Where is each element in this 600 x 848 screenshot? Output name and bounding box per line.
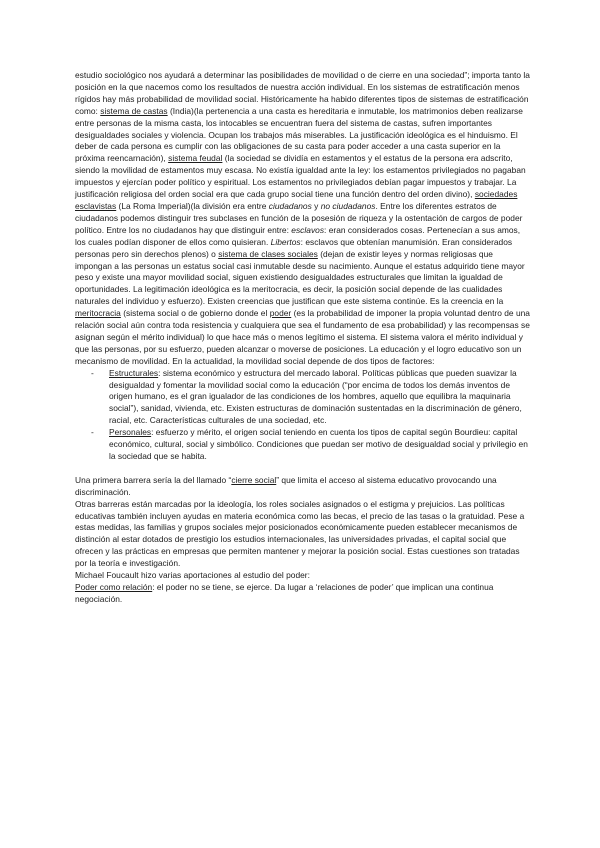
underlined-term: meritocracia	[75, 308, 121, 319]
paragraph-poder-relacion	[75, 582, 530, 606]
text-run: (es la probabilidad de imponer la propia voluntad dentro de una relación social aún contra toda resistencia y cualquiera que sea el fundamento de esa probabilidad) y las recompensas se asignan según el mérito individual) lo que hace más o menos legítimo el sistema. El sistema valora el mérito individual y que las personas, por su esfuerzo, pueden alcanzar o moverse de posiciones. La educación y el logro educativo son un mecanismo de movilidad. En la actualidad, la movilidad social depende de dos tipos de factores:	[75, 308, 530, 366]
text-run: . Entre los diferentes estratos de ciudadanos podemos distinguir tres subclases en función de la posesión de riqueza y la ostentación de cargos de poder político. Entre los no ciudadanos hay que distinguir entre:	[75, 200, 523, 235]
italic-term: esclavos	[291, 224, 325, 235]
text-run: (La Roma Imperial)(la división era entre	[116, 200, 269, 211]
italic-term: no ciudadanos	[320, 200, 376, 211]
text-run: (sistema social o de gobierno donde el	[120, 308, 270, 319]
list-dash: -	[91, 427, 94, 438]
text-run: : eran considerados cosas. Pertenecían a sus amos, los cuales podían disponer de ellos como quisieran.	[75, 224, 521, 247]
paragraph-otras-barreras	[75, 499, 530, 570]
underlined-term: sistema de clases sociales	[218, 248, 318, 259]
text-run: estudio sociológico nos ayudará a determinar las posibilidades de movilidad o de cierre en una sociedad”; importa tanto la posición en la que nacemos como los resultados de nuestra acción individual. En los sistemas de estratificación menos rígidos hay más probabilidad de movilidad social. Históricamente ha habido diferentes tipos de sistemas de estratificación como:	[75, 70, 530, 116]
list-item-text	[109, 368, 522, 426]
paragraph-stratification	[75, 70, 530, 368]
list-dash: -	[91, 367, 94, 378]
italic-term: Libertos	[270, 236, 301, 247]
text-run: (la sociedad se dividía en estamentos y el estatus de la persona era adscrito, siendo la movilidad de estamentos muy escasa. No existía igualdad ante la ley: los estamentos privilegiados no pagaban impuestos y ejercían poder político y espiritual. Los estamentos no privilegiados debían pagar impuestos y trabajar. La justificación religiosa del orden social era que cada grupo social tiene una función dentro del orden divino),	[75, 153, 526, 200]
blank-line	[75, 463, 530, 475]
list-item-estructurales	[75, 368, 530, 428]
text-run: : esfuerzo y mérito, el origen social teniendo en cuenta los tipos de capital según Bourdieu: capital económico, cultural, social y simbólico. Condiciones que puedan ser motivo de desigualdad social y privilegio en la sociedad que se habita.	[109, 427, 528, 461]
text-run: y	[311, 200, 321, 211]
text-run: Otras barreras están marcadas por la ideología, los roles sociales asignados o el estigma y prejuicios. Las políticas educativas también incluyen ayudas en materia económica como las becas, el precio de las tasas o la gratuidad. Pese a estas medidas, las familias y grupos sociales mejor posicionados económicamente pueden establecer mecanismos de distinción al estar dotados de prestigio los estudios internacionales, las universidades privadas, el capital social que ofrecen y las prácticas en empresas que permiten mantener y mejorar la posición social. Estas cuestiones son tratadas por la teoría e investigación.	[75, 498, 525, 569]
paragraph-cierre-social	[75, 475, 530, 499]
underlined-term: cierre social	[231, 474, 277, 485]
list-item-personales	[75, 427, 530, 463]
underlined-term: sistema feudal	[168, 153, 223, 164]
document-page	[75, 70, 530, 606]
text-run: (dejan de existir leyes y normas religiosas que impongan a las personas un estatus social casi inmutable desde su nacimiento. Aunque el estatus adquirido tiene mayor peso y existe una mayor movilidad social, siguen existiendo desigualdades estructurales que limitan la igualdad de oportunidades. La legitimación ideológica es la meritocracia, es decir, la posición social depende de las cualidades naturales del individuo y esfuerzo). Existen creencias que justifican que este sistema continúe. Es la creencia en la	[75, 248, 525, 307]
underlined-term: Poder como relación	[75, 581, 153, 592]
italic-term: ciudadanos	[268, 200, 312, 211]
text-run: ” que limita el acceso al sistema educativo provocando una discriminación.	[75, 474, 497, 497]
text-run: : el poder no se tiene, se ejerce. Da lugar a ‘relaciones de poder’ que implican una continua negociación.	[75, 581, 494, 604]
underlined-term: sistema de castas	[100, 105, 168, 116]
paragraph-foucault	[75, 570, 530, 582]
underlined-term: Estructurales	[109, 367, 159, 378]
text-run: (India)(la pertenencia a una casta es hereditaria e inmutable, los matrimonios deben realizarse entre personas de la misma casta, los intocables se encuentran fuera del sistema de castas, sufren importantes desigualdades sociales y violencia. Ocupan los trabajos más miserables. La justificación ideológica es el hinduismo. El deber de cada persona es cumplir con las obligaciones de su casta para poder acceder a una casta superior en la próxima reencarnación),	[75, 105, 523, 164]
underlined-term: poder	[269, 308, 292, 319]
text-run: Michael Foucault hizo varias aportaciones al estudio del poder:	[75, 570, 310, 581]
list-item-text	[109, 427, 528, 461]
text-run: : sistema económico y estructura del mercado laboral. Políticas públicas que pueden suavizar la desigualdad y fomentar la movilidad social como la educación (“por encima de todos los demás inventos de origen humano, es el gran igualador de las condiciones de los hombres, aquello que equilibra la maquinaria social”), sanidad, vivienda, etc. Existen estructuras de dominación sustentadas en la discriminación de género, racial, etc. Características culturales de una sociedad, etc.	[109, 367, 522, 426]
text-run: : esclavos que obtenían manumisión. Eran considerados personas pero sin derechos plenos) o	[75, 236, 513, 259]
text-run: Una primera barrera sería la del llamado “	[75, 474, 232, 485]
factors-list	[75, 368, 530, 463]
underlined-term: Personales	[109, 427, 152, 438]
underlined-term: sociedades esclavistas	[75, 189, 518, 211]
